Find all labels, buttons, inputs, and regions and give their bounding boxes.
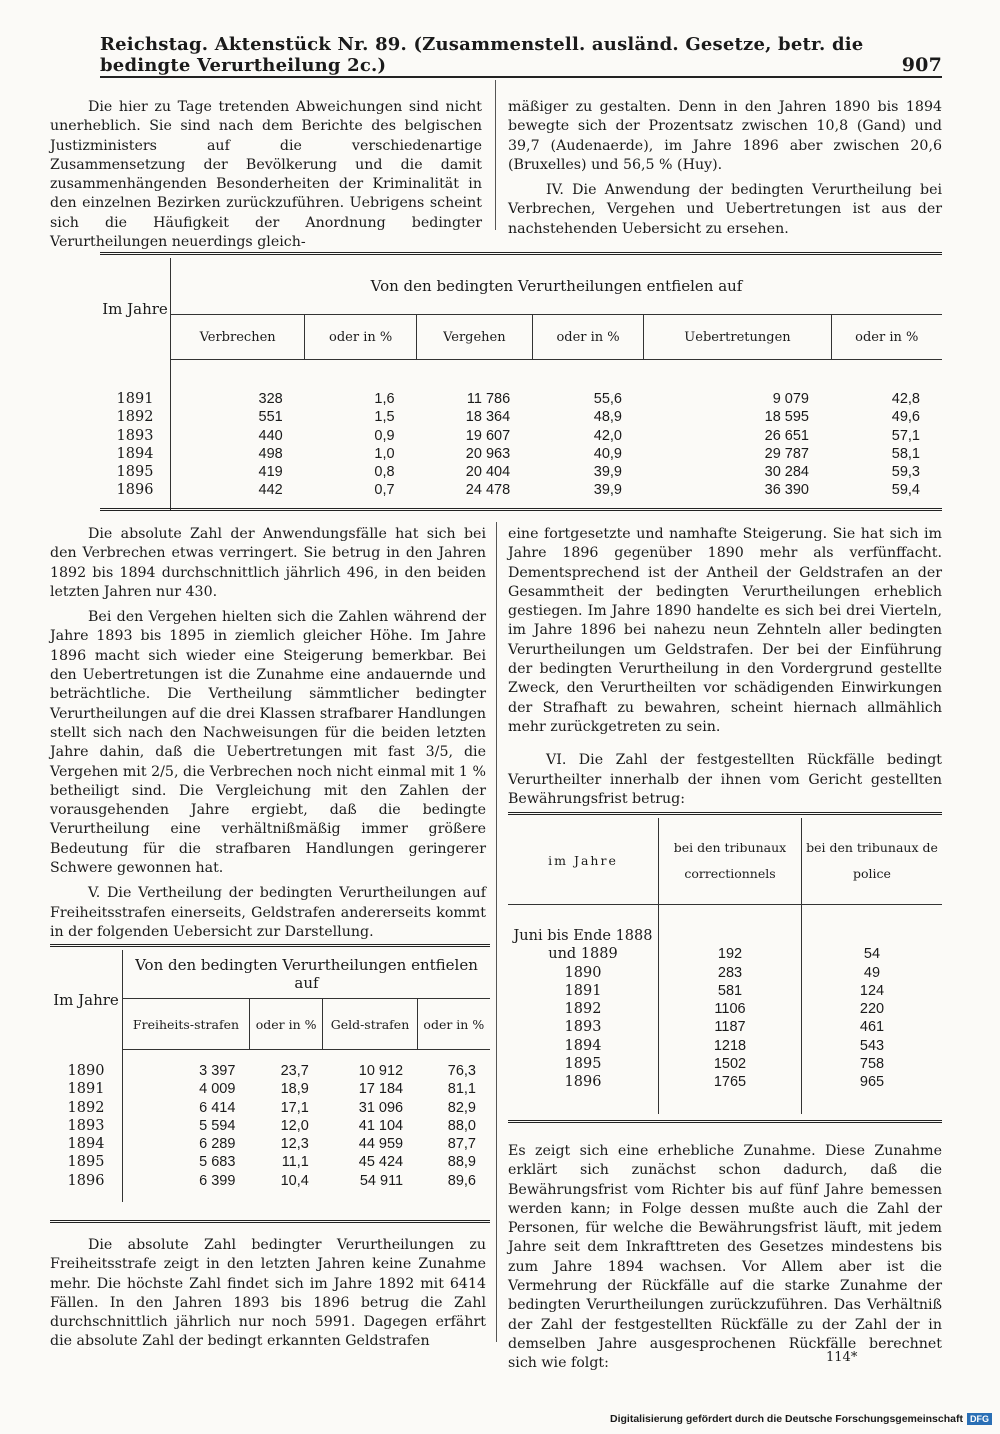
- year-cell: 1896: [508, 1073, 659, 1091]
- table-row: [100, 408, 942, 426]
- table-row: [100, 427, 942, 445]
- cell: 30 284: [764, 464, 809, 481]
- year-cell: 1895: [100, 463, 171, 481]
- table-row: [100, 481, 942, 499]
- cell: 3 397: [199, 1063, 236, 1079]
- paragraph: Es zeigt sich eine erhebliche Zunahme. Diese Zunahme erklärt sich zunächst schon dadurch, daß die Bewährungsfrist vom Richter bis auf fünf Jahre bemessen werden kann; in Folge dessen mußte auch die Zahl der Personen, für welche die Bewährungsfrist läuft, mit jedem Jahre seit dem Inkrafttreten des Gesetzes mindestens bis zum Jahre 1894 wachsen. Vor Allem aber ist die Vermehrung der Rückfälle auf die starke Zunahme der bedingten Verurtheilungen zurückzuführen. Das Verhältniß der Zahl der festgestellten Rückfälle zu der Zahl der in demselben Jahre ausgesprochenen Rückfälle berechnet sich wie folgt:: [508, 1143, 942, 1372]
- cell: 0,8: [374, 464, 395, 481]
- table-rule: [508, 1120, 942, 1123]
- year-cell: 1892: [100, 408, 171, 426]
- cell: 5 683: [199, 1154, 236, 1171]
- column-header: im Jahre: [508, 818, 659, 905]
- year-header: Im Jahre: [50, 950, 123, 1050]
- paragraph: eine fortgesetzte und namhafte Steigerung. Sie hat sich im Jahre 1896 gegenüber 1890 mehr als verfünffacht. Dementsprechend ist der Antheil der Geldstrafen an der Gesammtheit der bedingten Verurtheilungen erheblich gestiegen. Im Jahre 1890 handelte es sich bei drei Vierteln, im Jahre 1896 bei nahezu neun Zehnteln aller bedingten Verurtheilungen um Geldstrafen. Der bei der Einführung der bedingten Verurtheilung in den Vordergrund gestellte Zweck, den Verurtheilten vor schädigenden Einwirkungen der Strafhaft zu bewahren, scheint hiernach allmählich mehr zurückgetreten zu sein.: [508, 526, 942, 735]
- year-cell: 1891: [100, 390, 171, 408]
- cell: 965: [859, 1074, 885, 1091]
- paragraph: Die absolute Zahl bedingter Verurtheilungen zu Freiheitsstrafe zeigt in den letzten Jahren keine Zunahme mehr. Die höchste Zahl findet sich im Jahre 1892 mit 6414 Fällen. In den Jahren 1893 bis 1896 betrug die Zahl durchschnittlich jährlich nur noch 5991. Dagegen erfährt die absolute Zahl der bedingt erkannten Geldstrafen: [50, 1237, 486, 1350]
- year-cell: Juni bis Ende 1888: [508, 927, 659, 945]
- cell: 6 414: [199, 1099, 236, 1116]
- table-row: [50, 1117, 490, 1135]
- cell: 461: [859, 1019, 885, 1036]
- cell: 39,9: [593, 464, 622, 481]
- cell: 49,6: [891, 409, 920, 426]
- year-cell: 1891: [50, 1080, 123, 1098]
- year-cell: 1893: [508, 1018, 659, 1036]
- cell: 17 184: [358, 1081, 404, 1098]
- cell: 49: [863, 964, 881, 981]
- paragraph: Die hier zu Tage tretenden Abweichungen sind nicht unerheblich. Sie sind nach dem Berichte des belgischen Justizministers auf die verschiedenartige Zusammensetzung der Bevölkerung und die damit zusammenhängenden Besonderheiten der Kriminalität in den einzelnen Bezirken zurückzuführen. Uebrigens scheint sich die Häufigkeit der Anordnung bedingter Verurtheilungen neuerdings gleich-: [50, 99, 482, 251]
- table-row: [508, 1055, 942, 1073]
- cell: 88,9: [447, 1154, 476, 1171]
- cell: 39,9: [593, 482, 622, 499]
- paragraph: V. Die Vertheilung der bedingten Verurtheilungen auf Freiheitsstrafen einerseits, Geldstrafen andererseits kommt in der folgenden Uebersicht zur Darstellung.: [50, 885, 486, 940]
- column-header: Verbrechen: [171, 315, 305, 360]
- table-row: [100, 445, 942, 463]
- cell: 283: [659, 964, 802, 982]
- paragraph: Die absolute Zahl der Anwendungsfälle hat sich bei den Verbrechen etwas verringert. Sie betrug in den Jahren 1892 bis 1894 durchschnittlich jährlich 496, in den beiden letzten Jahren nur 430.: [50, 526, 486, 600]
- table-row: [100, 390, 942, 408]
- cell: 9 079: [772, 391, 809, 407]
- cell: 11,1: [281, 1154, 309, 1171]
- cell: 20 963: [465, 445, 511, 462]
- cell: 5 594: [199, 1117, 236, 1134]
- cell: 58,1: [891, 445, 920, 462]
- digitization-credit: [610, 1413, 992, 1425]
- cell: 440: [258, 427, 283, 444]
- table-row: [508, 1037, 942, 1055]
- cell: 10 912: [358, 1063, 404, 1079]
- cell: 24 478: [465, 482, 511, 499]
- cell: 40,9: [593, 445, 622, 462]
- table-row: [508, 945, 942, 963]
- column-header: Freiheits-strafen: [123, 999, 250, 1050]
- cell: 20 404: [465, 464, 511, 481]
- paragraph: mäßiger zu gestalten. Denn in den Jahren 1890 bis 1894 bewegte sich der Prozentsatz zwischen 10,8 (Gand) und 39,7 (Audenaerde), im Jahre 1896 aber zwischen 20,6 (Bruxelles) und 56,5 % (Huy).: [508, 99, 942, 173]
- table-row: [50, 1135, 490, 1153]
- table-row: [50, 1099, 490, 1117]
- span-header: Von den bedingten Verurtheilungen entfielen auf: [171, 258, 943, 315]
- cell: 55,6: [593, 391, 622, 407]
- paragraph: VI. Die Zahl der festgestellten Rückfälle bedingt Verurtheilter innerhalb der ihnen vom Gericht gestellten Bewährungsfrist betrug:: [508, 752, 942, 807]
- year-cell: 1893: [100, 427, 171, 445]
- paragraph: IV. Die Anwendung der bedingten Verurtheilung bei Verbrechen, Vergehen und Uebertretungen ist aus der nachstehenden Uebersicht zu ersehen.: [508, 182, 942, 237]
- left-column-top: [50, 98, 482, 252]
- cell: 11 786: [466, 391, 511, 407]
- cell: 89,6: [447, 1172, 476, 1189]
- cell: 45 424: [358, 1154, 404, 1171]
- cell: 88,0: [447, 1117, 476, 1134]
- year-header: Im Jahre: [100, 258, 171, 360]
- table-row: [50, 1062, 490, 1080]
- table-row: [508, 1018, 942, 1036]
- cell: 6 399: [199, 1172, 236, 1189]
- column-header: oder in %: [831, 315, 942, 360]
- column-header: oder in %: [532, 315, 644, 360]
- column-header: oder in %: [305, 315, 417, 360]
- cell: 17,1: [280, 1099, 309, 1116]
- column-header: oder in %: [249, 999, 322, 1050]
- cell: 36 390: [764, 482, 809, 499]
- column-header: oder in %: [417, 999, 490, 1050]
- table-row: [508, 927, 942, 945]
- table-verurteilungen-nach-klassen: [100, 258, 942, 510]
- cell: 220: [859, 1001, 885, 1018]
- table-row: [50, 1172, 490, 1190]
- cell: 419: [258, 464, 283, 481]
- table-row: [508, 964, 942, 982]
- column-header: bei den tribunaux correctionnels: [659, 818, 802, 905]
- cell: 23,7: [280, 1063, 309, 1079]
- year-cell: 1894: [508, 1037, 659, 1055]
- cell: 498: [258, 445, 283, 462]
- year-cell: 1892: [50, 1099, 123, 1117]
- column-divider: [496, 522, 497, 1342]
- year-cell: und 1889: [508, 945, 659, 963]
- cell: 551: [258, 409, 283, 426]
- cell: 1218: [659, 1037, 802, 1055]
- table-rule: [100, 252, 942, 255]
- cell: 1,6: [374, 391, 395, 407]
- table-freiheits-geldstrafen: [50, 950, 490, 1202]
- cell: 18 364: [465, 409, 511, 426]
- cell: 0,9: [374, 427, 395, 444]
- running-title: Reichstag. Aktenstück Nr. 89. (Zusammenstell. ausländ. Gesetze, betr. die bedingte Verurtheilung 2c.): [100, 34, 864, 76]
- cell: 758: [859, 1056, 885, 1073]
- cell: [659, 927, 802, 945]
- cell: 54 911: [359, 1172, 404, 1189]
- cell: 76,3: [447, 1063, 476, 1079]
- cell: 0,7: [374, 482, 395, 499]
- cell: 29 787: [764, 445, 809, 462]
- cell: 6 289: [199, 1136, 236, 1153]
- cell: 581: [659, 982, 802, 1000]
- cell: 12,0: [280, 1117, 309, 1134]
- cell: 442: [258, 482, 283, 499]
- cell: 87,7: [447, 1136, 476, 1153]
- cell: 82,9: [447, 1099, 476, 1116]
- year-cell: 1895: [508, 1055, 659, 1073]
- cell: 1,5: [374, 409, 395, 426]
- page-number: 907: [901, 54, 942, 76]
- column-header: bei den tribunaux de police: [802, 818, 943, 905]
- table-rueckfaelle: [508, 818, 942, 1114]
- cell: 18 595: [764, 409, 809, 426]
- table-row: [50, 1153, 490, 1171]
- cell: 48,9: [593, 409, 622, 426]
- cell: 1187: [659, 1018, 802, 1036]
- table-row: [100, 463, 942, 481]
- year-cell: 1890: [508, 964, 659, 982]
- year-cell: 1895: [50, 1153, 123, 1171]
- sheet-number: 114*: [826, 1350, 858, 1365]
- left-column-bottom: [50, 1236, 486, 1352]
- cell: 4 009: [199, 1081, 236, 1098]
- cell: 18,9: [280, 1081, 309, 1098]
- cell: 59,4: [891, 482, 920, 499]
- cell: 192: [659, 945, 802, 963]
- cell: 54: [863, 946, 881, 963]
- year-cell: 1894: [100, 445, 171, 463]
- year-cell: 1893: [50, 1117, 123, 1135]
- dfg-logo: DFG: [967, 1413, 992, 1425]
- year-cell: 1896: [50, 1172, 123, 1190]
- cell: 543: [859, 1037, 885, 1054]
- cell: 10,4: [280, 1172, 309, 1189]
- cell: [802, 927, 943, 945]
- column-divider: [495, 80, 496, 230]
- cell: 41 104: [358, 1117, 404, 1134]
- table-row: [50, 1080, 490, 1098]
- cell: 31 096: [358, 1099, 404, 1116]
- cell: 12,3: [280, 1136, 309, 1153]
- cell: 1765: [659, 1073, 802, 1091]
- cell: 328: [258, 391, 283, 407]
- span-header: Von den bedingten Verurtheilungen entfielen auf: [123, 950, 491, 999]
- column-header: Geld-strafen: [323, 999, 417, 1050]
- table-row: [508, 1073, 942, 1091]
- table-rule: [508, 812, 942, 815]
- table-rule: [50, 1220, 490, 1223]
- cell: 1502: [659, 1055, 802, 1073]
- right-column-bottom: [508, 1142, 942, 1374]
- year-cell: 1896: [100, 481, 171, 499]
- cell: 44 959: [358, 1136, 404, 1153]
- credit-text: Digitalisierung gefördert durch die Deutsche Forschungsgemeinschaft: [610, 1413, 963, 1425]
- cell: 42,0: [593, 427, 622, 444]
- year-cell: 1892: [508, 1000, 659, 1018]
- cell: 1,0: [374, 445, 395, 462]
- right-column-top: [508, 98, 942, 239]
- left-column-middle: [50, 525, 486, 942]
- right-column-middle: [508, 525, 942, 809]
- cell: 81,1: [447, 1081, 476, 1098]
- year-cell: 1890: [50, 1062, 123, 1080]
- table-rule: [50, 944, 490, 947]
- table-row: [508, 1000, 942, 1018]
- cell: 124: [859, 982, 885, 999]
- table-rule: [100, 508, 942, 511]
- cell: 59,3: [891, 464, 920, 481]
- column-header: Uebertretungen: [644, 315, 831, 360]
- column-header: Vergehen: [417, 315, 533, 360]
- year-cell: 1894: [50, 1135, 123, 1153]
- cell: 42,8: [891, 391, 920, 407]
- cell: 19 607: [465, 427, 511, 444]
- table-row: [508, 982, 942, 1000]
- page-header: [100, 34, 942, 78]
- year-cell: 1891: [508, 982, 659, 1000]
- paragraph: Bei den Vergehen hielten sich die Zahlen während der Jahre 1893 bis 1895 in ziemlich gleicher Höhe. Im Jahre 1896 macht sich wieder eine Steigerung bemerkbar. Bei den Uebertretungen ist die Zunahme eine andauernde und beträchtliche. Die Vertheilung sämmtlicher bedingter Verurtheilungen auf die drei Klassen strafbarer Handlungen stellt sich nach den Nachweisungen für die beiden letzten Jahre dahin, daß die Uebertretungen mit fast 3/5, die Vergehen mit 2/5, die Verbrechen noch nicht einmal mit 1 % betheiligt sind. Die Vergleichung mit den Zahlen der vorausgehenden Jahre ergiebt, daß die bedingte Verurtheilung eine verhältnißmäßig immer größere Bedeutung für die strafbaren Handlungen geringerer Schwere gewonnen hat.: [50, 609, 486, 877]
- cell: 26 651: [764, 427, 809, 444]
- cell: 1106: [659, 1000, 802, 1018]
- cell: 57,1: [891, 427, 920, 444]
